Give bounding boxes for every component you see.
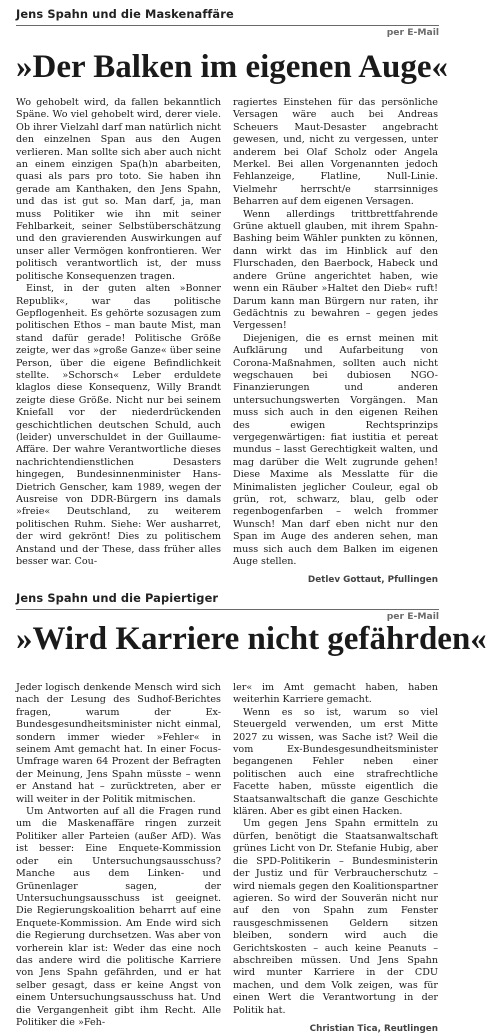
body-column-left xyxy=(16,682,221,1028)
paragraph: Um Antworten auf all die Fragen rund um die Maskenaffäre ringen zurzeit Politiker aller Parteien (außer AfD). Was ist besser: Eine Enquete-Kommission oder ein Untersuchungsausschuss? Manche aus dem Linken- und Grünenlager sagen, der Untersuchungsausschuss ist geeignet. Die Regierungskoalition beharrt auf eine Enquete-Kommission. Am Ende wird sich die Regierung durchsetzen. Was aber von vorherein klar ist: Weder das eine noch das andere wird die politische Karriere von Jens Spahn gefährden, und er hat selber gesagt, dass er keine Angst von einem Untersuchungsausschuss hat. Und die Vergangenheit gibt ihm Recht. Alle Politiker die »Feh- xyxy=(16,806,221,1028)
article-body xyxy=(16,682,438,1034)
paragraph: Einst, in der guten alten »Bonner Republik«, war das politische Gepflogenheit. Es gehörte sozusagen zum politischen Ethos – man baute Mist, man stand dafür gerade! Politische Größe zeigte, wer das »große Ganze« über seine Person, über die eigene Befindlichkeit stellte. »Schorsch« Leber erduldete klaglos diese Konsequenz, Willy Brandt zeigte diese Größe. Nicht nur bei seinem Kniefall vor der niederdrückenden geschichtlichen deutschen Schuld, auch (leider) unverschuldet in der Guillaume-Affäre. Der wahre Verantwortliche dieses nachrichtendienstlichen Desasters hingegen, Bundesinnenminister Hans-Dietrich Genscher, kam 1989, wegen der Ausreise von DDR-Bürgern ins damals »freie« Deutschland, zu weiterem politischen Ruhm. Siehe: Wer ausharret, der wird gekrönt! Dies zu politischem Anstand und der These, dass früher alles besser war. Cou- xyxy=(16,283,221,568)
body-column-right xyxy=(233,682,438,1034)
paragraph: Wenn allerdings trittbrettfahrende Grüne aktuell glauben, mit ihrem Spahn-Bashing beim Wähler punkten zu können, dann wirkt das im Hinblick auf den Flurschaden, den Baerbock, Habeck und andere Grüne angerichtet haben, wie wenn ein Räuber »Haltet den Dieb« ruft! Darum kann man Bürgern nur raten, ihr Gedächtnis zu bewahren – gegen jedes Vergessen! xyxy=(233,208,438,332)
source-label: per E-Mail xyxy=(386,27,439,38)
body-column-right xyxy=(233,97,438,586)
paragraph: ragiertes Einstehen für das persönliche Versagen wäre auch bei Andreas Scheuers Maut-Desaster angebracht gewesen, und, nicht zu vergessen, unter anderem bei Olaf Scholz oder Angela Merkel. Bei allen Vorgenannten jedoch Fehlanzeige, Flatline, Null-Linie. Vielmehr herrscht/e starrsinniges Beharren auf dem eigenen Versagen. xyxy=(233,97,438,208)
section-rubric: Jens Spahn und die Maskenaffäre xyxy=(16,7,234,21)
paragraph: Wenn es so ist, warum so viel Steuergeld verwenden, um erst Mitte 2027 zu wissen, was Sache ist? Weil die vom Ex-Bundesgesundheitsminister begangenen Fehler neben einer politischen auch eine strafrechtliche Facette haben, müsste eigentlich die Staatsanwaltschaft die ganze Geschichte klären. Aber es gibt einen Hacken. xyxy=(233,706,438,818)
article-headline: »Wird Karriere nicht gefährden« xyxy=(16,621,487,657)
section-rubric: Jens Spahn und die Papiertiger xyxy=(16,591,219,605)
section-divider xyxy=(16,25,439,26)
source-label: per E-Mail xyxy=(386,611,439,622)
body-column-left xyxy=(16,97,221,575)
paragraph: Wo gehobelt wird, da fallen bekanntlich Späne. Wo viel gehobelt wird, derer viele. Ob ihrer Vielzahl darf man natürlich nicht den einzelnen Span aus den Augen verlieren. Man sollte sich aber auch nicht an einem einzigen Spa(h)n abarbeiten, quasi als pars pro toto. Sie haben ihn gerade am Kanthaken, den Jens Spahn, und das ist gut so. Man darf, ja, man muss Politiker wie ihn mit seiner Fehlbarkeit, seiner Selbstüberschätzung und den gravierenden Auswirkungen auf unser aller Vermögen konfrontieren. Wer politisch verantwortlich ist, der muss politische Konsequenzen tragen. xyxy=(16,97,221,282)
paragraph: Jeder logisch denkende Mensch wird sich nach der Lesung des Sudhof-Berichtes fragen, warum der Ex-Bundesgesundheitsminister nicht einmal, sondern immer wieder »Fehler« in seinem Amt gemacht hat. In einer Focus-Umfrage waren 64 Prozent der Befragten der Meinung, Jens Spahn müsste – wenn er Anstand hat – zurücktreten, aber er will weiter in der Politik mitmischen. xyxy=(16,682,221,805)
paragraph: ler« im Amt gemacht haben, haben weiterhin Karriere gemacht. xyxy=(233,682,438,706)
article-body xyxy=(16,97,438,586)
author-signature: Detlev Gottaut, Pfullingen xyxy=(307,575,438,586)
section-divider xyxy=(16,609,439,610)
paragraph: Um gegen Jens Spahn ermitteln zu dürfen, benötigt die Staatsanwaltschaft grünes Licht von Dr. Stefanie Hubig, aber die SPD-Politikerin – Bundesministerin der Justiz und für Verbraucherschutz – wird niemals gegen den Koalitionspartner agieren. So wird der Souverän nicht nur auf den von Spahn zum Fenster rausgeschmissenen Geldern sitzen bleiben, sondern wird auch die Gerichtskosten – auch keine Peanuts – abschreiben müssen. Und Jens Spahn wird munter Karriere in der CDU machen, und dem Volk zeigen, was für einen Wert die Verantwortung in der Politik hat. xyxy=(233,818,438,1016)
author-signature: Christian Tica, Reutlingen xyxy=(309,1023,438,1034)
paragraph: Diejenigen, die es ernst meinen mit Aufklärung und Aufarbeitung von Corona-Maßnahmen, sollten auch nicht wegschauen bei dubiosen NGO-Finanzierungen und anderen untersuchungswerten Vorgängen. Man muss sich auch in den eigenen Reihen des ewigen Rechtsprinzips vergegenwärtigen: fiat iustitia et pereat mundus – lasst Gerechtigkeit walten, und mag darüber die Welt zugrunde gehen! Diese Maxime als Messlatte für die Minimalisten jeglicher Couleur, egal ob grün, rot, schwarz, blau, gelb oder regenbogenfarben – welch frommer Wunsch! Man darf eben nicht nur den Span im Auge des anderen sehen, man muss sich auch dem Balken im eigenen Auge stellen. xyxy=(233,332,438,568)
article-headline: »Der Balken im eigenen Auge« xyxy=(16,49,449,85)
